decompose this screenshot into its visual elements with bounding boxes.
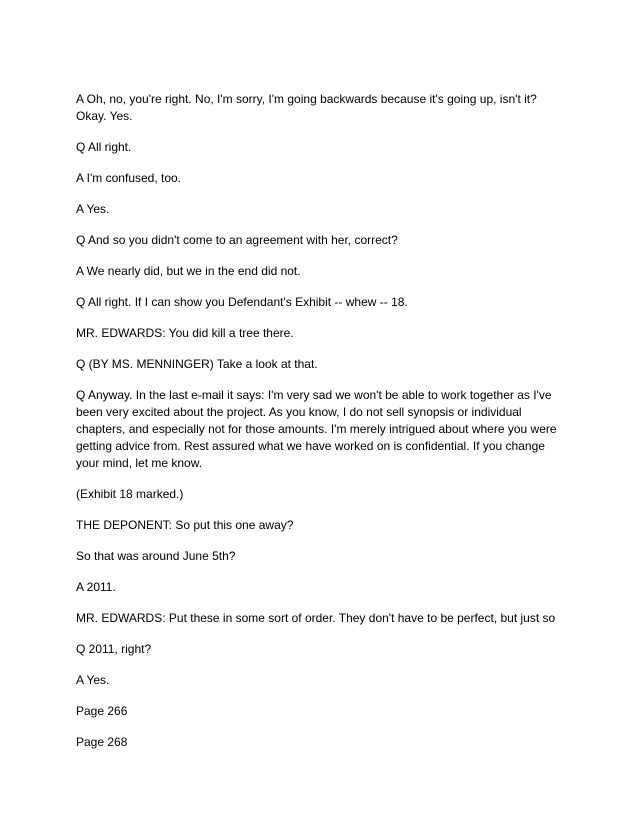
transcript-line: Q (BY MS. MENNINGER) Take a look at that. xyxy=(76,357,318,371)
transcript-line: A I'm confused, too. xyxy=(76,171,182,185)
transcript-line: Q 2011, right? xyxy=(76,642,152,656)
transcript-line: A Yes. xyxy=(76,202,110,216)
transcript-line: A Oh, no, you're right. No, I'm sorry, I'm going backwards because it's going up, isn't it? Okay. Yes. xyxy=(76,92,537,123)
transcript-body xyxy=(76,91,566,765)
transcript-line: Q And so you didn't come to an agreement with her, correct? xyxy=(76,233,398,247)
transcript-line: MR. EDWARDS: You did kill a tree there. xyxy=(76,326,294,340)
transcript-line: Q All right. If I can show you Defendant's Exhibit -- whew -- 18. xyxy=(76,295,408,309)
transcript-line: A We nearly did, but we in the end did not. xyxy=(76,264,301,278)
transcript-line: (Exhibit 18 marked.) xyxy=(76,487,184,501)
transcript-line: Q Anyway. In the last e-mail it says: I'm very sad we won't be able to work together as I've been very excited about the project. As you know, I do not sell synopsis or individual chapters, and especially not for those amounts. I'm merely intrigued about where you were getting advice from. Rest assured what we have worked on is confidential. If you change your mind, let me know. xyxy=(76,388,557,470)
transcript-line: So that was around June 5th? xyxy=(76,549,236,563)
transcript-line: A Yes. xyxy=(76,673,110,687)
page-number-label: Page 266 xyxy=(76,704,128,718)
transcript-line: MR. EDWARDS: Put these in some sort of order. They don't have to be perfect, but just so xyxy=(76,611,556,625)
transcript-line: THE DEPONENT: So put this one away? xyxy=(76,518,294,532)
page-number-label: Page 268 xyxy=(76,735,128,749)
transcript-line: A 2011. xyxy=(76,580,116,594)
transcript-line: Q All right. xyxy=(76,140,132,154)
